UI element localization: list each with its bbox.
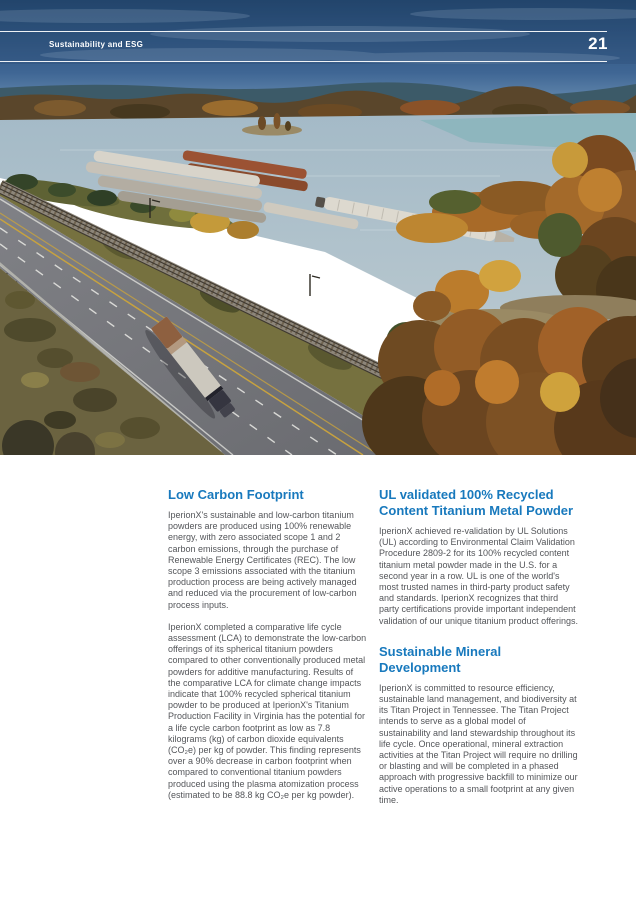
section-low-carbon-footprint [168, 487, 367, 801]
section-heading: Low Carbon Footprint [168, 487, 304, 502]
section-paragraph: IperionX completed a comparative life cycle assessment (LCA) to demonstrate the low-carbon offerings of its spherical titanium powders compared to other conventionally produced metal powders for additive manufacturing. Results of the comparative LCA for climate change impacts indicate that 100% recycled spherical titanium powder to be produced at IperionX's Titanium Production Facility in Virginia has the potential for a life cycle carbon footprint as low as 7.8 kilograms (kg) of carbon dioxide equivalents (CO₂e) per kg of powder. This finding represents over a 90% decrease in carbon footprint when compared to conventional titanium powders produced using the plasma atomization process (estimated to be 88.8 kg CO₂e per kg powder). [168, 621, 367, 800]
header-rule-bottom [0, 61, 607, 62]
section-sustainable-mineral-development [379, 644, 579, 806]
section-heading: Sustainable Mineral Development [379, 643, 502, 675]
column-left [168, 487, 367, 801]
header-rule-top [0, 31, 607, 32]
section-paragraph: IperionX's sustainable and low-carbon titanium powders are produced using 100% renewable energy, with zero associated scope 1 and 2 carbon emissions, through the purchase of Renewable Energy Certificates (REC). The low scope 3 emissions associated with the titanium production process are being actively managed and reduced via the procurement of low-carbon process inputs. [168, 510, 357, 610]
section-paragraph: IperionX is committed to resource efficiency, sustainable land management, and biodiversity at its Titan Project in Tennessee. The Titan Project intends to serve as a global model of sustainability and land stewardship throughout its life cycle. Once operational, mineral extraction activities at the Titan Project will require no drilling or blasting and will be completed in a phased approach with progressive backfill to minimize our active operations to a small footprint at any given time. [379, 682, 578, 805]
section-ul-validation [379, 487, 579, 627]
page-number: 21 [588, 34, 608, 53]
column-right [379, 487, 579, 806]
header-section-label: Sustainability and ESG [49, 40, 144, 49]
section-paragraph: IperionX achieved re-validation by UL Solutions (UL) according to Environmental Claim Validation Procedure 2809-2 for its 100% recycled content titanium metal powder made in the U.S. for a second year in a row. UL is one of the world's most trusted names in third-party product safety and standards. IperionX recognizes that third party certifications provide important independent validation of our unique titanium product offerings. [379, 526, 578, 626]
section-heading: UL validated 100% Recycled Content Titanium Metal Powder [379, 487, 574, 518]
